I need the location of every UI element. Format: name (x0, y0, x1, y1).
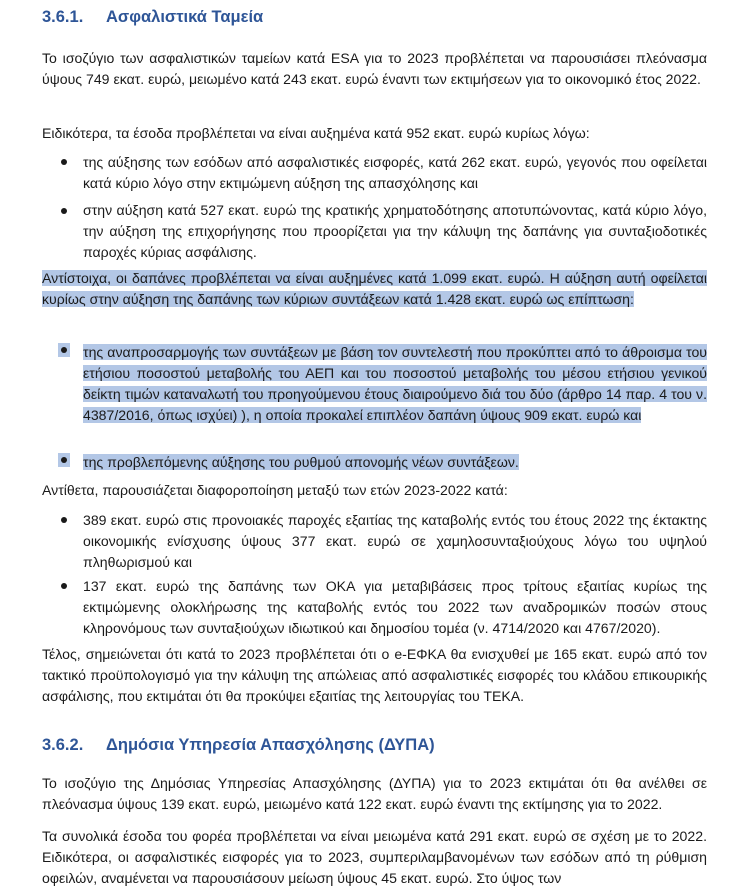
paragraph: Ειδικότερα, τα έσοδα προβλέπεται να είναι αυξημένα κατά 952 εκατ. ευρώ κυρίως λόγω: (42, 125, 590, 141)
bullet-icon (61, 583, 67, 589)
highlighted-paragraph (42, 268, 707, 310)
bullet-item: της αύξησης των εσόδων από ασφαλιστικές εισφορές, κατά 262 εκατ. ευρώ, γεγονός που οφείλεται κατά κύριο λόγο στην εκτιμώμενη αύξηση της απασχόλησης και (83, 154, 707, 191)
bullet-icon (61, 517, 67, 523)
bullet-item: 137 εκατ. ευρώ της δαπάνης των ΟΚΑ για μεταβιβάσεις προς τρίτους εξαιτίας κυρίως της εκτιμώμενης ολοκλήρωσης της καταβολής εντός του 2022 των αναδρομικών ποσών στους κληρονόμους των συνταξιούχων ιδιωτικού και δημοσίου τομέα (ν. 4714/2020 και 4767/2020). (83, 578, 707, 636)
bullet-icon (61, 457, 67, 463)
section-number: 3.6.1. (42, 8, 84, 26)
section-heading-3-6-1 (42, 8, 263, 27)
section-title: Ασφαλιστικά Ταμεία (106, 8, 264, 26)
bullet-item (83, 342, 707, 426)
bullet-item: 389 εκατ. ευρώ στις προνοιακές παροχές εξαιτίας της καταβολής εντός του έτους 2022 της έκτακτης οικονομικής ενίσχυσης ύψους 377 εκατ. ευρώ σε χαμηλοσυνταξιούχους λόγω του υψηλού πληθωρισμού και (83, 512, 707, 570)
section-heading-3-6-2 (42, 736, 435, 755)
text-selection-highlight: Αντίστοιχα, οι δαπάνες προβλέπεται να είναι αυξημένες κατά 1.099 εκατ. ευρώ. Η αύξηση αυτή οφείλεται κυρίως στην αύξηση της δαπάνης των κύριων συντάξεων κατά 1.428 εκατ. ευρώ ως επίπτωση: (42, 270, 707, 307)
paragraph: Αντίθετα, παρουσιάζεται διαφοροποίηση μεταξύ των ετών 2023-2022 κατά: (42, 482, 508, 498)
bullet-icon (61, 159, 67, 165)
section-title: Δημόσια Υπηρεσία Απασχόλησης (ΔΥΠΑ) (106, 736, 435, 754)
section-number: 3.6.2. (42, 736, 84, 754)
paragraph: Το ισοζύγιο της Δημόσιας Υπηρεσίας Απασχόλησης (ΔΥΠΑ) για το 2023 εκτιμάται ότι θα ανέλθει σε πλεόνασμα ύψους 139 εκατ. ευρώ, μειωμένο κατά 122 εκατ. ευρώ έναντι της εκτίμησης για το 2022. (42, 775, 707, 812)
bullet-item: στην αύξηση κατά 527 εκατ. ευρώ της κρατικής χρηματοδότησης αποτυπώνοντας, κατά κύριο λόγο, την αύξηση της επιχορήγησης που προορίζεται για την κάλυψη της δαπάνης για συνταξιοδοτικές παροχές κύριας ασφάλισης. (83, 202, 707, 260)
bullet-icon (61, 347, 67, 353)
paragraph: Το ισοζύγιο των ασφαλιστικών ταμείων κατά ESA για το 2023 προβλέπεται να παρουσιάσει πλεόνασμα ύψους 749 εκατ. ευρώ, μειωμένο κατά 243 εκατ. ευρώ έναντι των εκτιμήσεων για το οικονομικό έτος 2022. (42, 50, 707, 87)
bullet-icon (61, 208, 67, 214)
paragraph: Τα συνολικά έσοδα του φορέα προβλέπεται να είναι μειωμένα κατά 291 εκατ. ευρώ σε σχέση με το 2022. Ειδικότερα, οι ασφαλιστικές εισφορές για το 2023, συμπεριλαμβανομένων των εσόδων από τη ρύθμιση οφειλών, αναμένεται να παρουσιάσουν μείωση ύψους 45 εκατ. ευρώ. Στο ύψος των (42, 828, 707, 886)
text-selection-highlight: της προβλεπόμενης αύξησης του ρυθμού απονομής νέων συντάξεων. (83, 454, 519, 470)
bullet-item (83, 452, 707, 473)
paragraph: Τέλος, σημειώνεται ότι κατά το 2023 προβλέπεται ότι ο e-ΕΦΚΑ θα ενισχυθεί με 165 εκατ. ευρώ από τον τακτικό προϋπολογισμό για την κάλυψη της απώλειας από ασφαλιστικές εισφορές του κλάδου επικουρικής ασφάλισης, που εκτιμάται ότι θα προκύψει εξαιτίας της λειτουργίας του ΤΕΚΑ. (42, 646, 707, 704)
text-selection-highlight: της αναπροσαρμογής των συντάξεων με βάση τον συντελεστή που προκύπτει από το άθροισμα του ετήσιου ποσοστού μεταβολής του ΑΕΠ και του ποσοστού μεταβολής του μέσου ετήσιου γενικού δείκτη τιμών καταναλωτή του προηγούμενου έτους διαιρούμενο διά του δύο (άρθρο 14 παρ. 4 του ν. 4387/2016, όπως ισχύει) ), η οποία προκαλεί επιπλέον δαπάνη ύψους 909 εκατ. ευρώ και (83, 344, 707, 423)
